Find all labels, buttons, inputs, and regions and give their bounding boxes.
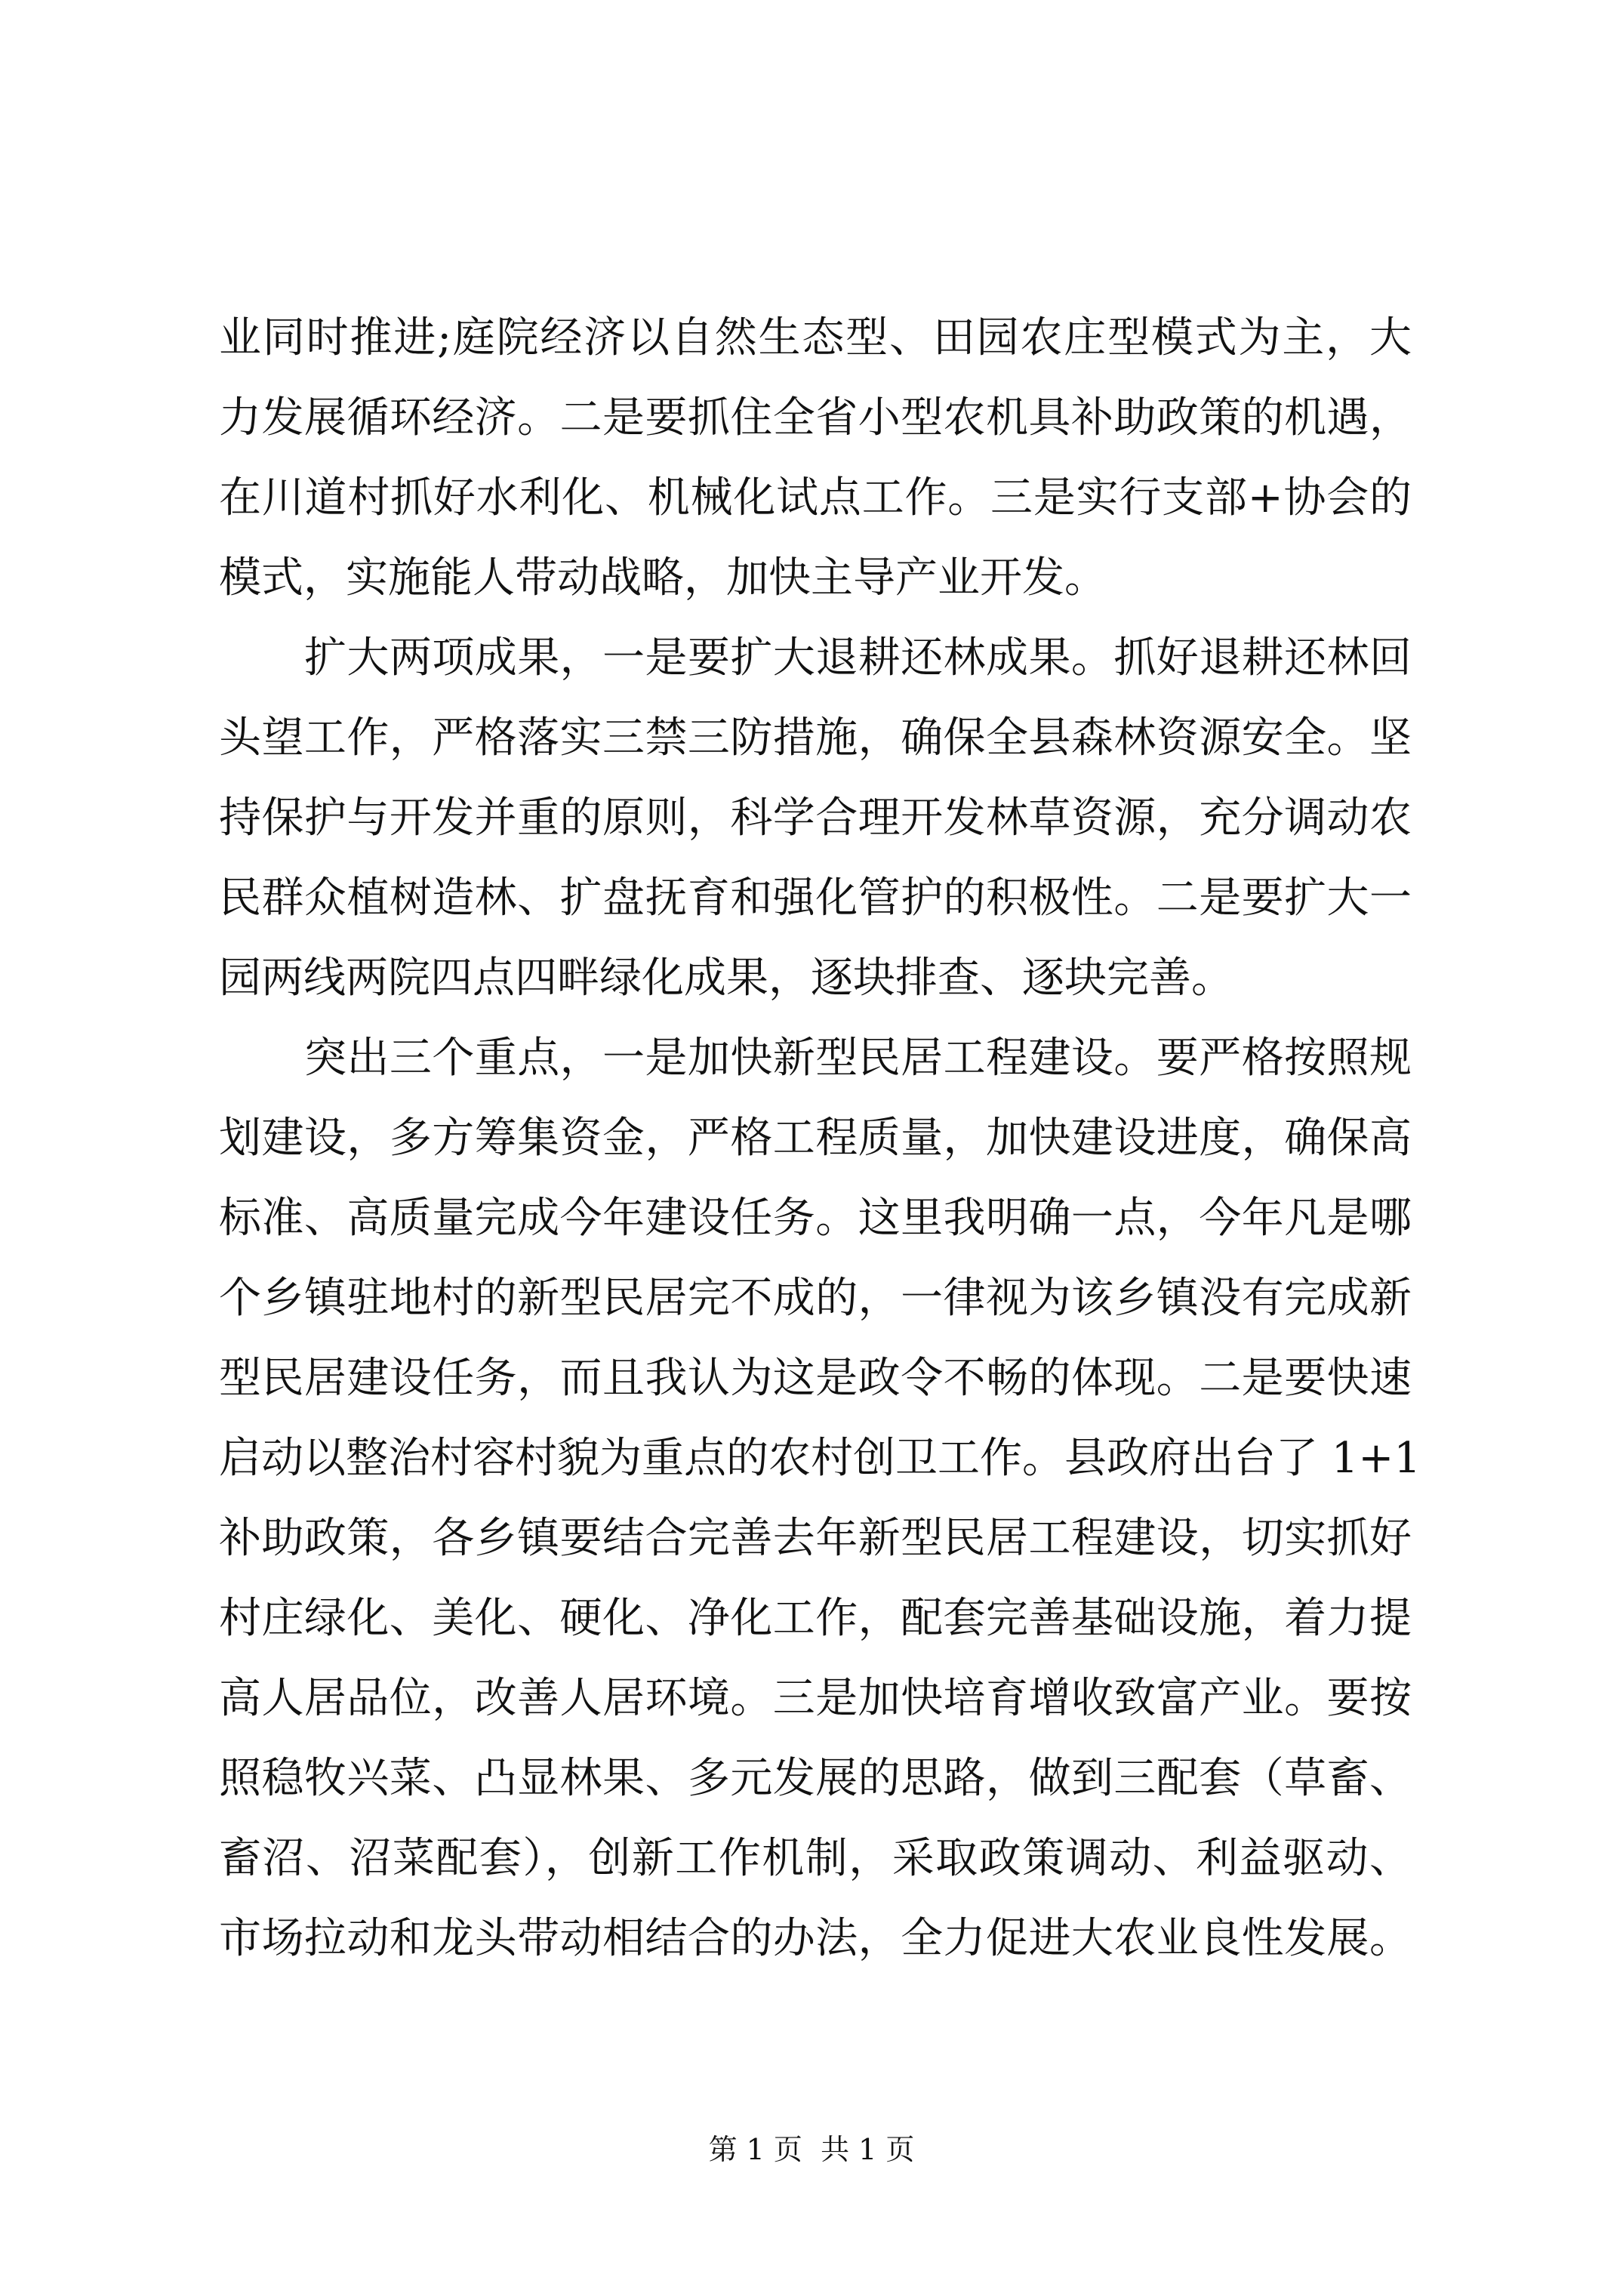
text-line: 头望工作，严格落实三禁三防措施，确保全县森林资源安全。坚 — [219, 713, 1412, 763]
paragraph-3 — [219, 1019, 1421, 1979]
paragraph-1 — [219, 298, 1412, 618]
text-line: 补助政策，各乡镇要结合完善去年新型民居工程建设，切实抓好 — [219, 1514, 1412, 1563]
text-line: 扩大两项成果，一是要扩大退耕还林成果。抓好退耕还林回 — [304, 633, 1412, 683]
text-line: 个乡镇驻地村的新型民居完不成的，一律视为该乡镇没有完成新 — [219, 1274, 1412, 1323]
text-line: 民群众植树造林、扩盘抚育和强化管护的积极性。二是要扩大一 — [219, 874, 1412, 923]
paragraph-2 — [219, 618, 1412, 1019]
text-line: 标准、高质量完成今年建设任务。这里我明确一点，今年凡是哪 — [219, 1194, 1412, 1243]
page-footer — [0, 2131, 1623, 2168]
text-line: 高人居品位，改善人居环境。三是加快培育增收致富产业。要按 — [219, 1674, 1412, 1723]
text-line: 力发展循环经济。二是要抓住全省小型农机具补助政策的机遇， — [219, 393, 1412, 442]
text-line: 业同时推进;庭院经济以自然生态型、田园农庄型模式为主，大 — [219, 313, 1412, 362]
text-line: 突出三个重点，一是加快新型民居工程建设。要严格按照规 — [304, 1034, 1412, 1083]
body-text — [219, 298, 1421, 1979]
page-number-label: 第 1 页 共 1 页 — [708, 2133, 915, 2166]
text-line: 模式，实施能人带动战略，加快主导产业开发。 — [219, 553, 1107, 603]
text-line: 划建设，多方筹集资金，严格工程质量，加快建设进度，确保高 — [219, 1114, 1412, 1163]
text-line: 市场拉动和龙头带动相结合的办法，全力促进大农业良性发展。 — [219, 1914, 1412, 1963]
text-line: 园两线两院四点四畔绿化成果，逐块排查、逐块完善。 — [219, 954, 1233, 1003]
text-line: 持保护与开发并重的原则，科学合理开发林草资源，充分调动农 — [219, 794, 1412, 843]
text-line: 畜沼、沼菜配套），创新工作机制，采取政策调动、利益驱动、 — [219, 1834, 1412, 1883]
text-line: 村庄绿化、美化、硬化、净化工作，配套完善基础设施，着力提 — [219, 1594, 1412, 1643]
text-line: 启动以整治村容村貌为重点的农村创卫工作。县政府出台了 1+1 — [219, 1434, 1421, 1483]
text-line: 在川道村抓好水利化、机械化试点工作。三是实行支部+协会的 — [219, 473, 1412, 522]
text-line: 型民居建设任务，而且我认为这是政令不畅的体现。二是要快速 — [219, 1354, 1412, 1403]
text-line: 照稳牧兴菜、凸显林果、多元发展的思路，做到三配套（草畜、 — [219, 1754, 1412, 1803]
